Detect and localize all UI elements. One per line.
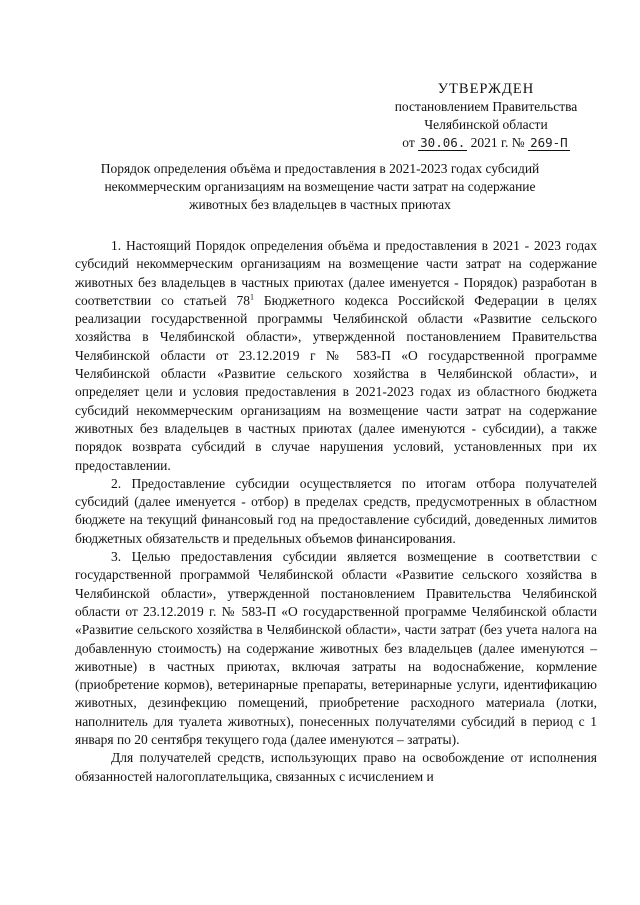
title-line-2: некоммерческим организациям на возмещение части затрат на содержание	[104, 179, 536, 194]
year-number-label: 2021 г. №	[470, 135, 525, 150]
approval-line-1: постановлением Правительства	[394, 99, 578, 114]
approval-date-line	[376, 134, 596, 152]
handwritten-number: 269-П	[530, 135, 568, 150]
title-line-3: животных без владельцев в частных приютах	[189, 197, 451, 212]
approval-heading: УТВЕРЖДЕН	[437, 81, 535, 97]
paragraph-1-text-a: 1. Настоящий Порядок определения объёма и предоставления в 2021 - 2023 годах субсидий некоммерческим организациям на возмещение части затрат на содержание животных без владельцев в частных приютах (далее именуется - Порядок) разработан в соответствии со статьей 78	[75, 238, 597, 308]
document-body	[75, 237, 597, 786]
paragraph-4: Для получателей средств, использующих право на освобождение от исполнения обязанностей налогоплательщика, связанных с исчислением и	[75, 750, 597, 784]
approval-stamp	[376, 80, 596, 152]
article-superscript: 1	[249, 292, 254, 302]
paragraph-2: 2. Предоставление субсидии осуществляется по итогам отбора получателей субсидий (далее именуется - отбор) в пределах средств, предусмотренных в областном бюджете на текущий финансовый год на предоставление субсидий, доведенных лимитов бюджетных обязательств и предельных объемов финансирования.	[75, 475, 597, 546]
paragraph-3: 3. Целью предоставления субсидии является возмещение в соответствии с государственной программой Челябинской области «Развитие сельского хозяйства в Челябинской области», утвержденной постановлением Правительства Челябинской области от 23.12.2019 г. № 583-П «О государственной программе Челябинской области «Развитие сельского хозяйства в Челябинской области», части затрат (без учета налога на добавленную стоимость) на содержание животных без владельцев (далее именуются – животные) в частных приютах, включая затраты на водоснабжение, кормление (приобретение кормов), ветеринарные препараты, ветеринарные услуги, идентификацию животных, дезинфекцию помещений, приобретение расходного материала (лотки, наполнитель для туалета животных), понесенных получателями субсидий в период с 1 января по 20 сентября текущего года (далее именуются – затраты).	[75, 549, 597, 748]
document-title	[80, 160, 560, 214]
approval-line-2: Челябинской области	[424, 117, 548, 132]
handwritten-date: 30.06.	[420, 135, 466, 150]
title-line-1: Порядок определения объёма и предоставления в 2021-2023 годах субсидий	[100, 161, 540, 176]
paragraph-1	[75, 237, 597, 475]
paragraph-1-text-b: Бюджетного кодекса Российской Федерации в целях реализации государственной программы Челябинской области «Развитие сельского хозяйства в Челябинской области», утвержденной постановлением Правительства Челябинской области от 23.12.2019 г № 583-П «О государственной программе Челябинской области «Развитие сельского хозяйства в Челябинской области», и определяет цели и условия предоставления в 2021-2023 годах из областного бюджета субсидий некоммерческим организациям на возмещение части затрат на содержание животных без владельцев в частных приютах (далее именуются - субсидии), а также порядок возврата субсидий в случае нарушения условий, установленных при их предоставлении.	[75, 292, 597, 473]
date-prefix: от	[402, 135, 415, 150]
